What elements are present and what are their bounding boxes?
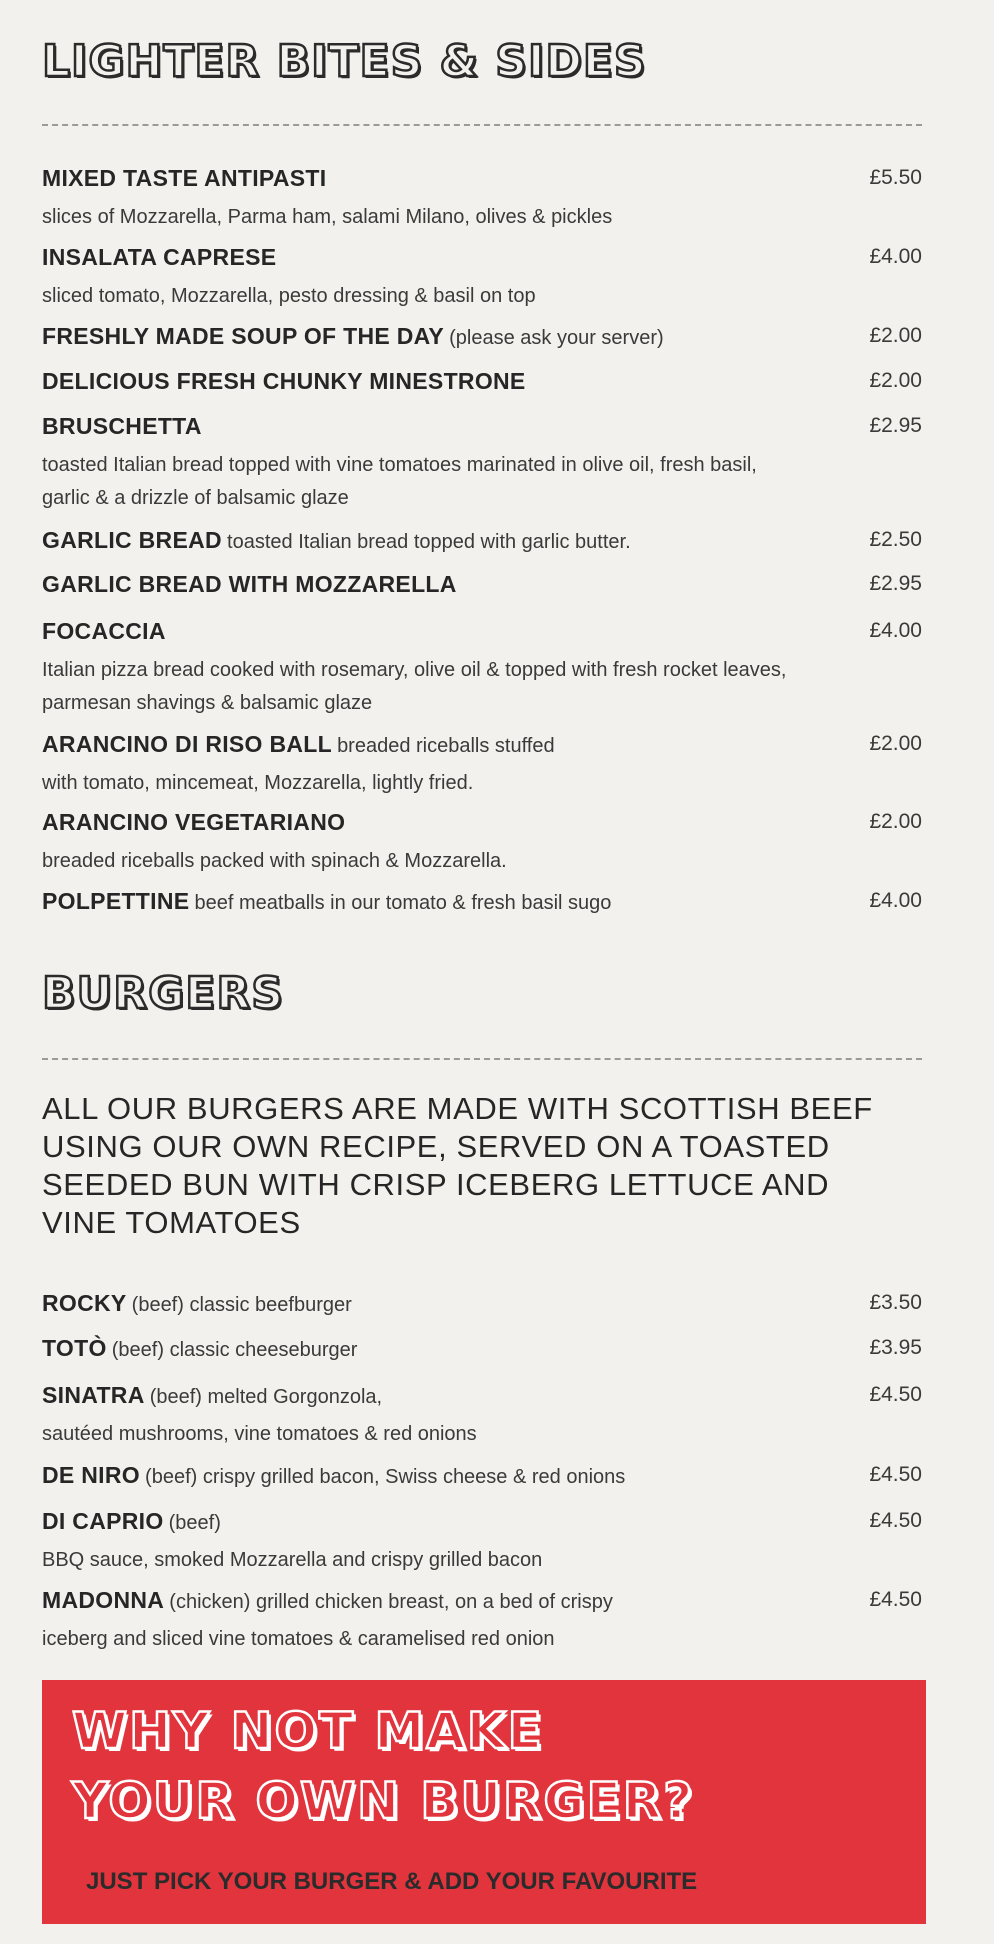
item-price: £4.50 [869, 1509, 922, 1532]
item-name: MADONNA [42, 1587, 165, 1613]
menu-item [42, 724, 922, 800]
item-price: £2.00 [869, 324, 922, 347]
item-name: ARANCINO VEGETARIANO [42, 809, 346, 835]
item-name: TOTÒ [42, 1335, 107, 1361]
item-description: toasted Italian bread topped with vine tomatoes marinated in olive oil, fresh basil, garlic & a drizzle of balsamic glaze [42, 454, 757, 509]
item-name: DELICIOUS FRESH CHUNKY MINESTRONE [42, 368, 526, 394]
item-price: £2.50 [869, 528, 922, 551]
item-note: (please ask your server) [449, 327, 664, 349]
item-price: £4.00 [869, 245, 922, 268]
item-note: (beef) melted Gorgonzola, [149, 1386, 383, 1408]
item-description: slices of Mozzarella, Parma ham, salami Milano, olives & pickles [42, 206, 613, 228]
item-note: (chicken) grilled chicken breast, on a bed of crispy [169, 1591, 613, 1613]
item-description: with tomato, mincemeat, Mozzarella, lightly fried. [42, 772, 474, 794]
item-description: breaded riceballs packed with spinach & Mozzarella. [42, 850, 507, 872]
menu-item [42, 1455, 922, 1498]
item-name: MIXED TASTE ANTIPASTI [42, 165, 327, 191]
menu-item [42, 316, 922, 359]
item-name: SINATRA [42, 1382, 145, 1408]
item-note: (beef) [168, 1512, 221, 1534]
menu-item [42, 802, 922, 878]
item-note: toasted Italian bread topped with garlic butter. [227, 531, 631, 553]
menu-item [42, 881, 922, 924]
item-price: £2.95 [869, 572, 922, 595]
item-note: breaded riceballs stuffed [337, 735, 555, 757]
menu-item [42, 361, 922, 404]
item-price: £2.00 [869, 732, 922, 755]
item-name: INSALATA CAPRESE [42, 244, 277, 270]
item-description: Italian pizza bread cooked with rosemary, olive oil & topped with fresh rocket leaves, parmesan shavings & balsamic glaze [42, 659, 787, 714]
item-price: £2.00 [869, 369, 922, 392]
item-name: BRUSCHETTA [42, 413, 202, 439]
menu-item [42, 1375, 922, 1451]
menu-item [42, 406, 922, 515]
burgers-intro: ALL OUR BURGERS ARE MADE WITH SCOTTISH BEEF USING OUR OWN RECIPE, SERVED ON A TOASTED SEEDED BUN WITH CRISP ICEBERG LETTUCE AND VINE TOMATOES [42, 1091, 873, 1240]
menu-item [42, 611, 922, 720]
item-price: £3.50 [869, 1291, 922, 1314]
burgers-divider [42, 1058, 922, 1060]
menu-item [42, 158, 922, 234]
item-description: BBQ sauce, smoked Mozzarella and crispy grilled bacon [42, 1549, 543, 1571]
banner-heading-line-1: WHY NOT MAKE [72, 1702, 544, 1760]
item-name: ARANCINO DI RISO BALL [42, 731, 332, 757]
item-description: sliced tomato, Mozzarella, pesto dressing & basil on top [42, 285, 536, 307]
make-your-own-burger-banner [42, 1680, 926, 1924]
menu-item [42, 1580, 922, 1656]
item-price: £4.50 [869, 1588, 922, 1611]
item-name: GARLIC BREAD [42, 527, 222, 553]
lighter-bites-divider [42, 124, 922, 126]
item-name: POLPETTINE [42, 888, 190, 914]
menu-item [42, 1328, 922, 1371]
item-name: DI CAPRIO [42, 1508, 164, 1534]
item-name: FOCACCIA [42, 618, 166, 644]
item-description: iceberg and sliced vine tomatoes & caramelised red onion [42, 1628, 555, 1650]
item-name: DE NIRO [42, 1462, 140, 1488]
banner-subtitle: JUST PICK YOUR BURGER & ADD YOUR FAVOURITE [86, 1868, 698, 1895]
item-price: £4.00 [869, 889, 922, 912]
menu-item [42, 1501, 922, 1577]
item-price: £4.50 [869, 1463, 922, 1486]
banner-heading-line-2: YOUR OWN BURGER? [72, 1772, 695, 1830]
menu-item [42, 564, 922, 607]
menu-item [42, 1283, 922, 1326]
item-price: £4.00 [869, 619, 922, 642]
item-price: £5.50 [869, 166, 922, 189]
item-name: FRESHLY MADE SOUP OF THE DAY [42, 323, 445, 349]
burgers-title: BURGERS [42, 968, 284, 1019]
item-price: £2.00 [869, 810, 922, 833]
item-note: (beef) classic cheeseburger [111, 1339, 358, 1361]
lighter-bites-title: LIGHTER BITES & SIDES [42, 36, 647, 87]
menu-item [42, 237, 922, 313]
item-note: beef meatballs in our tomato & fresh basil sugo [194, 892, 612, 914]
item-name: GARLIC BREAD WITH MOZZARELLA [42, 571, 457, 597]
menu-item [42, 520, 922, 563]
item-price: £3.95 [869, 1336, 922, 1359]
item-note: (beef) classic beefburger [131, 1294, 352, 1316]
item-note: (beef) crispy grilled bacon, Swiss cheese & red onions [145, 1466, 626, 1488]
item-price: £4.50 [869, 1383, 922, 1406]
item-price: £2.95 [869, 414, 922, 437]
item-name: ROCKY [42, 1290, 127, 1316]
item-description: sautéed mushrooms, vine tomatoes & red onions [42, 1423, 477, 1445]
